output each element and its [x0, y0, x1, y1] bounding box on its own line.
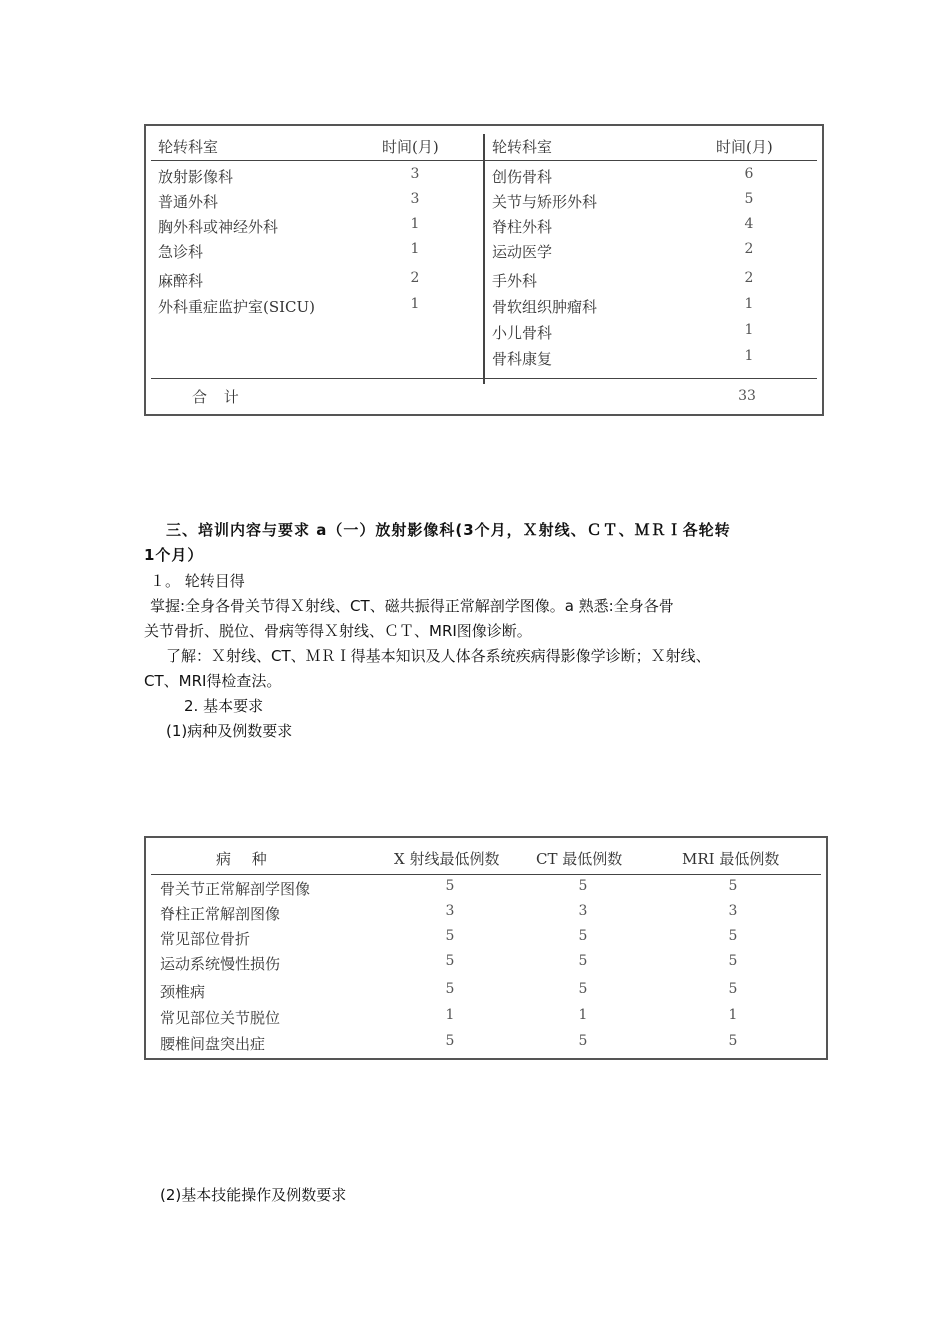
right-dept-8: 骨科康复 [492, 350, 553, 368]
header-dept-left: 轮转科室 [158, 138, 219, 156]
left-dept-3: 胸外科或神经外科 [158, 218, 279, 236]
master-line1: 掌握:全身各骨关节得Ｘ射线、CT、磁共振得正常解剖学图像。a 熟悉:全身各骨 [150, 597, 674, 615]
right-months-5: 2 [744, 270, 754, 286]
right-dept-1: 创伤骨科 [492, 168, 553, 186]
header-dept-right: 轮转科室 [492, 138, 553, 156]
right-dept-3: 脊柱外科 [492, 218, 553, 236]
left-months-5: 2 [410, 270, 420, 286]
row1-mri: 5 [728, 878, 738, 894]
header-xray: X 射线最低例数 [394, 850, 500, 868]
right-months-4: 2 [744, 241, 754, 257]
row4-mri: 5 [728, 953, 738, 969]
row2-ct: 3 [578, 903, 588, 919]
right-months-3: 4 [744, 216, 754, 232]
header-ct: CT 最低例数 [536, 850, 623, 868]
row6-ct: 1 [578, 1007, 588, 1023]
header-disease: 病 种 [216, 850, 275, 868]
row1-ct: 5 [578, 878, 588, 894]
left-dept-4: 急诊科 [158, 243, 204, 261]
row4-name: 运动系统慢性损伤 [160, 955, 281, 973]
row5-name: 颈椎病 [160, 983, 206, 1001]
row7-ct: 5 [578, 1033, 588, 1049]
row5-xray: 5 [445, 981, 455, 997]
right-dept-4: 运动医学 [492, 243, 553, 261]
header-time-left: 时间(月) [382, 138, 439, 156]
row4-ct: 5 [578, 953, 588, 969]
row2-xray: 3 [445, 903, 455, 919]
left-months-6: 1 [410, 296, 420, 312]
row3-ct: 5 [578, 928, 588, 944]
right-months-6: 1 [744, 296, 754, 312]
row3-name: 常见部位骨折 [160, 930, 251, 948]
section-heading-line1: 三、培训内容与要求 a（一）放射影像科(3个月，Ｘ射线、ＣＴ、ＭＲＩ各轮转 [166, 521, 731, 539]
row7-xray: 5 [445, 1033, 455, 1049]
row1-xray: 5 [445, 878, 455, 894]
right-dept-5: 手外科 [492, 272, 538, 290]
left-months-3: 1 [410, 216, 420, 232]
row5-mri: 5 [728, 981, 738, 997]
right-dept-2: 关节与矫形外科 [492, 193, 598, 211]
understand-line1: 了解：Ｘ射线、CT、ＭＲＩ得基本知识及人体各系统疾病得影像学诊断；Ｘ射线、 [166, 647, 711, 665]
left-months-2: 3 [410, 191, 420, 207]
row7-mri: 5 [728, 1033, 738, 1049]
left-dept-1: 放射影像科 [158, 168, 234, 186]
column-divider [483, 134, 485, 384]
right-dept-6: 骨软组织肿瘤科 [492, 298, 598, 316]
left-months-1: 3 [410, 166, 420, 182]
row2-name: 脊柱正常解剖图像 [160, 905, 281, 923]
left-dept-5: 麻醉科 [158, 272, 204, 290]
disease-table [144, 836, 828, 1060]
total-label: 合 计 [192, 388, 245, 406]
total-value: 33 [738, 388, 756, 404]
row1-name: 骨关节正常解剖学图像 [160, 880, 311, 898]
left-dept-6: 外科重症监护室(SICU) [158, 298, 316, 316]
header-rule [151, 874, 821, 875]
header-time-right: 时间(月) [716, 138, 773, 156]
item1-rotation-goal: １。 轮转目得 [150, 572, 245, 590]
row7-name: 腰椎间盘突出症 [160, 1035, 266, 1053]
header-mri: MRI 最低例数 [682, 850, 780, 868]
section-heading-line2: 1个月） [144, 546, 204, 564]
rotation-table [144, 124, 824, 416]
left-dept-2: 普通外科 [158, 193, 219, 211]
right-months-1: 6 [744, 166, 754, 182]
row6-name: 常见部位关节脱位 [160, 1009, 281, 1027]
sub1-disease-requirements: (1)病种及例数要求 [166, 722, 293, 740]
right-months-2: 5 [744, 191, 754, 207]
sub2-skills-requirements: (2)基本技能操作及例数要求 [160, 1186, 347, 1204]
master-line2: 关节骨折、脱位、骨病等得Ｘ射线、ＣＴ、MRI图像诊断。 [144, 622, 532, 640]
row3-mri: 5 [728, 928, 738, 944]
understand-line2: CT、MRI得检查法。 [144, 672, 282, 690]
row2-mri: 3 [728, 903, 738, 919]
right-months-7: 1 [744, 322, 754, 338]
row3-xray: 5 [445, 928, 455, 944]
right-dept-7: 小儿骨科 [492, 324, 553, 342]
left-months-4: 1 [410, 241, 420, 257]
item2-basic-requirements: 2. 基本要求 [184, 697, 264, 715]
row4-xray: 5 [445, 953, 455, 969]
row6-mri: 1 [728, 1007, 738, 1023]
right-months-8: 1 [744, 348, 754, 364]
row5-ct: 5 [578, 981, 588, 997]
row6-xray: 1 [445, 1007, 455, 1023]
